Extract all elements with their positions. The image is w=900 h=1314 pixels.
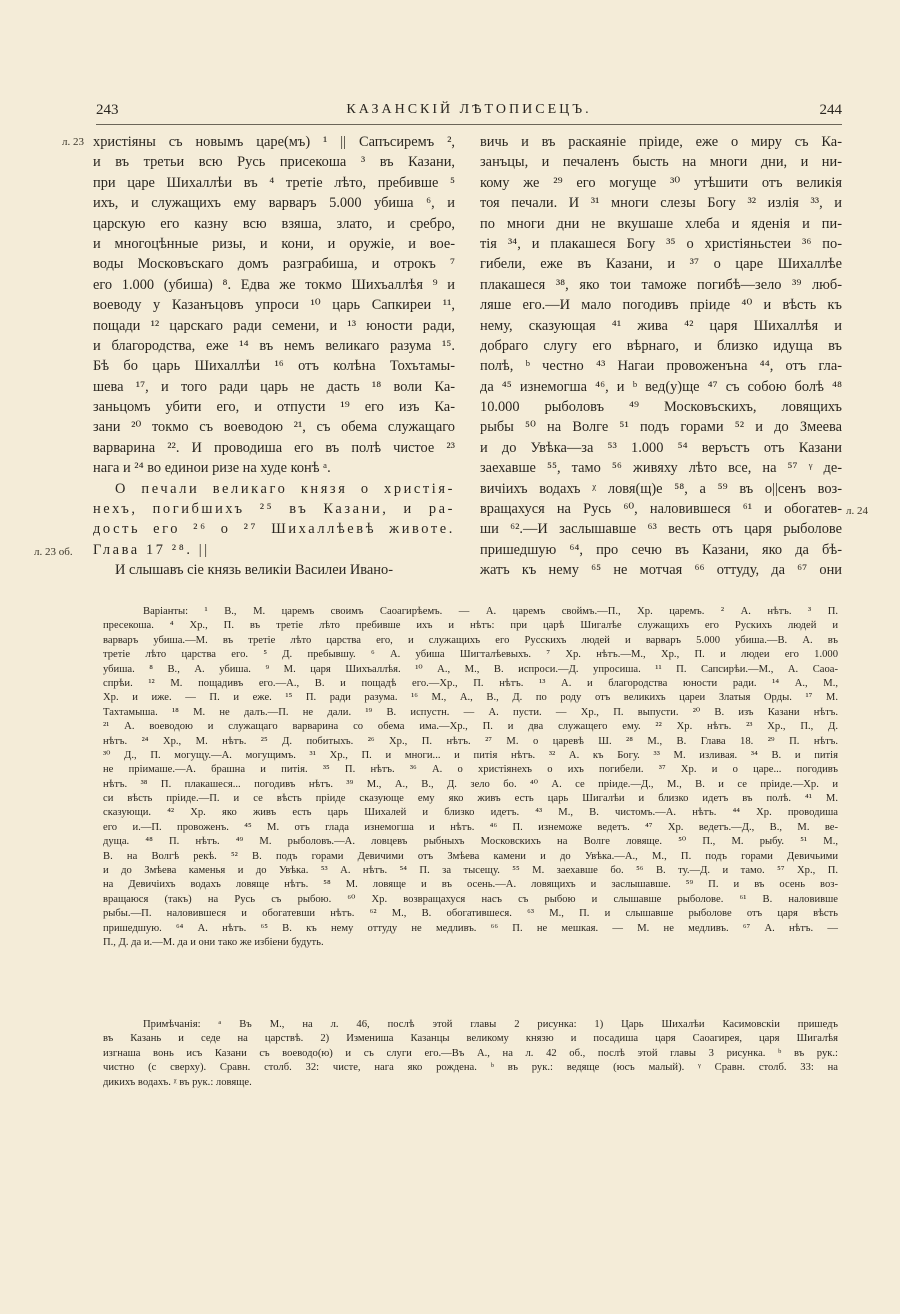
text-line: вичіихъ водахъ ᵡ ловя(щ)е ⁵⁸, а ⁵⁹ въ о||сенъ воз- <box>480 480 842 497</box>
text-line: заехавше ⁵⁵, тамо ⁵⁶ живяху лѣто все, на ⁵⁷ ᵞ де- <box>480 460 842 477</box>
variant-line: Тахтамыша. ¹⁸ М. не далъ.—П. не дали. ¹⁹ В. испустн. — А. пусти. — Хр., П. выпусти. ²⁰ В. изъ Казани нѣтъ. <box>103 706 838 718</box>
margin-folio-24: л. 24 <box>846 505 868 517</box>
page-header <box>96 102 842 124</box>
text-line: его 1.000 (убиша) ⁸. Едва же токмо Шихъаллѣя ⁹ и <box>93 276 455 293</box>
variant-line: и до Змѣева каменья и до Увѣка. ⁵³ А. нѣтъ. ⁵⁴ П. за тысещу. ⁵⁵ М. заехавше бо. ⁵⁶ В. ту.—Д. и тамо. ⁵⁷ Хр., П. <box>103 865 838 877</box>
text-line: и многоцѣнные ризы, и кони, и оружіе, и вое- <box>93 235 455 252</box>
variant-line: сказующи. ⁴² Хр. яко живъ есть царь Шихалей и близко идетъ. ⁴³ М., В. чистомъ.—А. нѣтъ. ⁴⁴ Хр. проводиша <box>103 807 838 819</box>
variant-line: не пріимаше.—А. брашна и питія. ³⁵ П. нѣтъ. ³⁶ А. о христіянехъ о ихъ погибели. ³⁷ Хр. и о царе... погодивъ <box>103 764 838 776</box>
text-line: 10.000 рыболовъ ⁴⁹ Московъскихъ, ловящихъ <box>480 399 842 416</box>
text-line: царскую его казну всю взяша, злато, и сребро, <box>93 215 455 232</box>
text-line: да ⁴⁵ изнемогша ⁴⁶, и ᵇ вед(у)ще ⁴⁷ съ собою болѣ ⁴⁸ <box>480 378 842 395</box>
margin-folio-23-verso: л. 23 об. <box>34 546 73 558</box>
variant-line: пресекоша. ⁴ Хр., П. въ третіе лѣто пребивше ихъ и нѣтъ: при царѣ Шигалѣе служащихъ его Рускихъ людей и <box>103 620 838 632</box>
text-line: тоя печали. И ³¹ многи слезы Богу ³² излія ³³, и <box>480 195 842 212</box>
remark-line: чистно (с сверху). Сравн. столб. 32: чисте, нага яко рождена. ᵇ въ рук.: ведяще (юсъ малый). ᵞ Сравн. столб. 33: на <box>103 1062 838 1074</box>
text-line: ихъ, и служащихъ ему варваръ 5.000 убиша ⁶, и <box>93 195 455 212</box>
variant-line: его и.—П. провоженъ. ⁴⁵ М. отъ глада изнемогша и нѣтъ. ⁴⁶ П. изнеможе ведетъ. ⁴⁷ Хр. ведетъ.—Д., В., М. ве- <box>103 821 838 833</box>
left-column <box>93 132 455 581</box>
text-line: варварина ²². И проводиша его въ полѣ чистое ²³ <box>93 439 455 456</box>
text-line: и въ третьи всю Русь присекоша ³ въ Казани, <box>93 154 455 171</box>
variant-line: Варіанты: ¹ В., М. царемъ своимъ Саоагирѣемъ. — А. царемъ своймъ.—П., Хр. царемъ. ² А. нѣтъ. ³ П. <box>143 606 838 617</box>
variant-line: си вѣсть пріиде.—П. и се вѣсть пріиде сказующе ему яко живъ есть царь Шигалѣи и близко идетъ въ полѣ. ⁴¹ М. <box>103 793 838 805</box>
text-line: полѣ, ᵇ честно ⁴³ Нагаи провоженъна ⁴⁴, отъ гла- <box>480 358 842 375</box>
variant-line: дуща. ⁴⁸ П. нѣтъ. ⁴⁹ М. рыболовъ.—А. ловцевъ рыбныхъ Московскихъ на Волге ловяще. ⁵⁰ П., М. рыбу. ⁵¹ М., <box>103 836 838 848</box>
text-line: тія ³⁴, и плакашеся Богу ³⁵ о христіяньстеи ³⁶ по- <box>480 235 842 252</box>
editorial-remarks <box>103 1018 838 1090</box>
text-line: зани ²⁰ токмо съ воеводою ²¹, съ обема служащаго <box>93 419 455 436</box>
text-line: нага и ²⁴ во единои ризе на худе конѣ ᵃ. <box>93 460 331 477</box>
text-line: заньцомъ убити его, и отпусти ¹⁹ его изъ Ка- <box>93 399 455 416</box>
margin-folio-23: л. 23 <box>62 136 84 148</box>
text-line: жатъ къ нему ⁶⁵ не мотчая ⁶⁶ оттуду, да ⁶⁷ они <box>480 562 842 579</box>
variants-apparatus <box>103 605 838 950</box>
text-line: Бѣ бо царь Шихаллѣи ¹⁶ отъ колѣна Тохътамы- <box>93 358 455 375</box>
text-line: рыбы ⁵⁰ на Волге ⁵¹ подъ горами ⁵² и до Змеева <box>480 419 842 436</box>
variant-line: спрѣи. ¹² М. пощадивъ его.—А., В. и пощадѣ его.—Хр., П. нѣтъ. ¹³ А. и благородства юности ради. ¹⁴ А., М., <box>103 677 838 689</box>
text-line: христіяны съ новымъ царе(мъ) ¹ || Сапъсиремъ ², <box>93 134 455 150</box>
variant-line: ³⁰ Д., П. могущу.—А. могущимъ. ³¹ Хр., П. и многи... и питія нѣтъ. ³² А. къ Богу. ³³ М. изливая. ³⁴ В. и питія <box>103 749 838 761</box>
text-line: и благородства, еже ¹⁴ въ немъ великаго разума ¹⁵. <box>93 337 455 354</box>
variant-line: Хр. и иже. — П. и еже. ¹⁵ П. ради разума. ¹⁶ М., А., В., Д. по роду отъ великихъ цареи Златыя Орды. ¹⁷ М. <box>103 692 838 704</box>
text-line: воды Московъскаго домъ разграбиша, и отрокъ ⁷ <box>93 256 455 273</box>
text-line: кому же ²⁹ его могуще ³⁰ утѣшити отъ великія <box>480 174 842 191</box>
variant-line: П., Д. да и.—М. да и они тако же избіени будуть. <box>103 936 324 948</box>
chapter-heading-line: О печали великаго князя о христія- <box>115 480 455 497</box>
chapter-heading-line: дость его ²⁶ о ²⁷ Шихаллѣевѣ животе. <box>93 521 455 538</box>
remark-line: дикихъ водахъ. ᵡ въ рук.: ловяще. <box>103 1076 252 1088</box>
right-column <box>480 132 842 581</box>
text-line: пришедшую ⁶⁴, про сечю въ Казани, яко да бѣ- <box>480 541 842 558</box>
text-line: нему, сказующая ⁴¹ жива ⁴² царя Шихаллѣя и <box>480 317 842 334</box>
right-page-number: 244 <box>819 102 842 118</box>
chapter-heading-line: Глава 17 ²⁸. || <box>93 541 210 558</box>
text-line: пощади ¹² царскаго ради семени, и ¹³ юности ради, <box>93 317 455 334</box>
variant-line: вращаюся (такъ) на Русь съ рыбою. ⁶⁰ Хр. возвращахуся насъ съ рыбою и слышавше рыболове. ⁶¹ В. наловивше <box>103 893 838 905</box>
remark-line: Примѣчанія: ᵃ Въ М., на л. 46, послѣ этой главы 2 рисунка: 1) Царь Шихалѣи Касимовскіи пришедъ <box>143 1019 838 1030</box>
text-line: и до Увѣка—за ⁵³ 1.000 ⁵⁴ веръстъ отъ Казани <box>480 439 842 456</box>
header-rule <box>96 124 842 125</box>
remark-line: въ Казань и седе на царствѣ. 2) Измениша Казанцы великому князю и посадиша царя Саоагирея, царя Шигалѣя <box>103 1033 838 1045</box>
text-line: добраго слугу его вѣрнаго, и близко идуща въ <box>480 337 842 354</box>
left-column-last-line: И слышавъ сіе князь великіи Василеи Ивано- <box>115 562 393 579</box>
text-line: занъцы, и печаленъ бысть на многи дни, и ни- <box>480 154 842 171</box>
text-line: вращахуся на Русь ⁶⁰, наловившеся ⁶¹ и обогатев- <box>480 501 842 518</box>
variant-line: третіе лѣто царства его. ⁵ Д. пребывшу. ⁶ А. убиша Шигталѣевыхъ. ⁷ Хр. нѣтъ.—М., Хр., П. и людеи его 1.000 <box>103 649 838 661</box>
variant-line: пришедшую. ⁶⁴ А. нѣтъ. ⁶⁵ В. къ нему оттуду не медливъ. ⁶⁶ П. не мешкая. — М. не медливъ. ⁶⁷ А. нѣтъ. — <box>103 922 838 934</box>
text-line: плакашеся ³⁸, яко тои таможе погибѣ—зело ³⁹ люб- <box>480 276 842 293</box>
left-page-number: 243 <box>96 102 119 118</box>
variant-line: рыбы.—П. наловившеся и обогатевши нѣтъ. ⁶² М., В. обогатившеся. ⁶³ М., П. и слышавше рыболове отъ царя вѣсть <box>103 908 838 920</box>
variant-line: варваръ убиша.—М. въ третіе лѣто царства его, и служащихъ его Русскихъ людей и варваръ 5.000 убиша.—В. А. въ <box>103 634 838 646</box>
text-line: ляше его.—И мало погодивъ пріиде ⁴⁰ и вѣсть къ <box>480 297 842 314</box>
remark-line: изгнаша вонь исъ Казани съ воеводо(ю) и съ слуги его.—Въ А., на л. 42 об., послѣ этой главы 3 рисунка. ᵇ въ рук.: <box>103 1047 838 1059</box>
variant-line: нѣтъ. ²⁴ Хр., М. нѣтъ. ²⁵ Д. побитыхъ. ²⁶ Хр., П. нѣтъ. ²⁷ М. о царевѣ Ш. ²⁸ М., В. Глава 18. ²⁹ П. нѣтъ. <box>103 735 838 747</box>
text-line: шева ¹⁷, и того ради царь не дасть ¹⁸ воли Ка- <box>93 378 455 395</box>
text-line: при царе Шихаллѣи въ ⁴ третіе лѣто, пребивше ⁵ <box>93 174 455 191</box>
text-line: ши ⁶².—И заслышавше ⁶³ весть отъ царя рыболове <box>480 521 842 538</box>
variant-line: ²¹ А. воеводою и служащаго варварина со обема има.—Хр., П. и два служащего ему. ²² Хр. нѣтъ. ²³ Хр., П., Д. <box>103 721 838 733</box>
text-line: воеводу у Казанъцовъ упроси ¹⁰ царь Сапкиреи ¹¹, <box>93 297 455 314</box>
variant-line: на Девичіихъ водахъ ловяще нѣтъ. ⁵⁸ М. ловяще и въ осень.—А. ловящихъ и заслышавше. ⁵⁹ П. и въ осень воз- <box>103 879 838 891</box>
text-line: гибели, еже въ Казани, и ³⁷ о царе Шихаллѣе <box>480 256 842 273</box>
text-line: по многи дни не вкушаше хлеба и яденія и пи- <box>480 215 842 232</box>
variant-line: нѣтъ. ³⁸ П. плакашеся... погодивъ нѣтъ. ³⁹ М., А., В., Д. зело бо. ⁴⁰ А. се пріиде.—Д., М., В. и се пріиде.—Хр. и <box>103 778 838 790</box>
running-title: КАЗАНСКІЙ ЛѢТОПИСЕЦЪ. <box>346 102 592 117</box>
variant-line: убиша. ⁸ В., А. убиша. ⁹ М. царя Шихъаллѣя. ¹⁰ А., М., В. испроси.—Д. упросиша. ¹¹ П. Сапсирѣи.—М., А. Саоа- <box>103 663 838 675</box>
variant-line: В. на Волгѣ рекѣ. ⁵² В. подъ горами Девичими отъ Змѣева камени и до Увѣка.—А., М., П. подъ горами Девичьими <box>103 850 838 862</box>
chapter-heading-line: нехъ, погибшихъ ²⁵ въ Казани, и ра- <box>93 501 455 518</box>
text-line: вичь и въ раскаяніе пріиде, еже о миру съ Ка- <box>480 134 842 150</box>
